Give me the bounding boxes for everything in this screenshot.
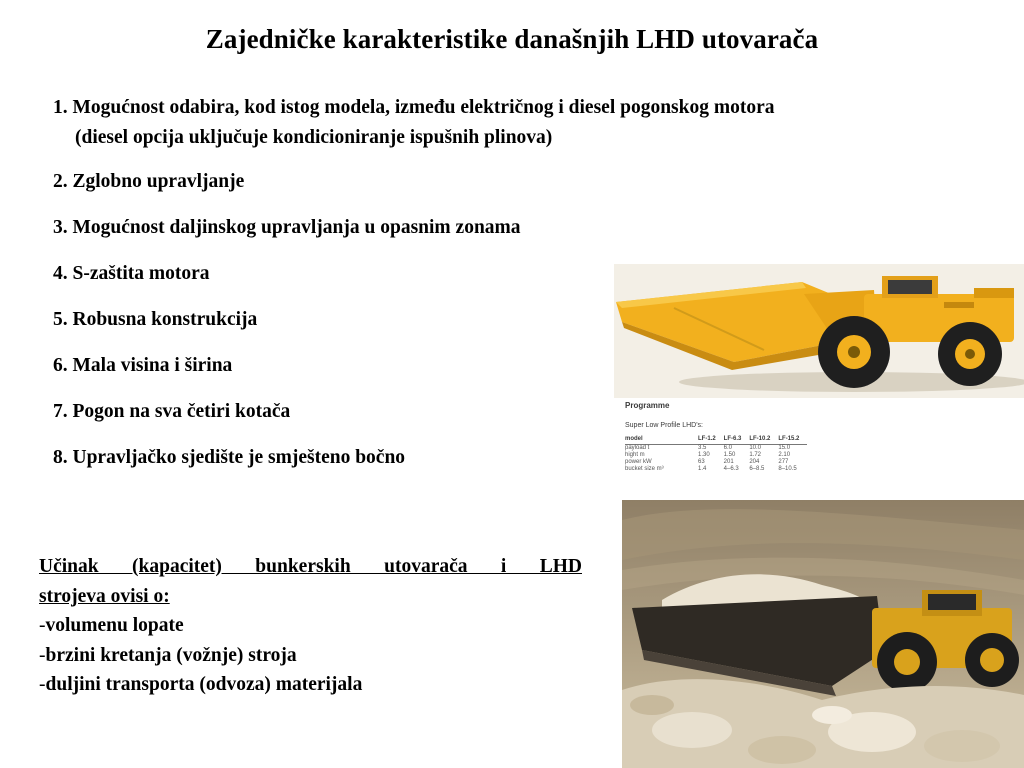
spec-table-image: [614, 398, 1024, 500]
spec-table-subtitle: Super Low Profile LHD's:: [625, 422, 703, 429]
mine-loader-illustration: [622, 500, 1024, 768]
slide-title: Zajedničke karakteristike današnjih LHD utovarača: [205, 24, 819, 54]
spec-table-row: power kW 63 201 204 277: [625, 459, 789, 465]
feature-continuation: (diesel opcija uključuje kondicioniranje ispušnih plinova): [75, 127, 553, 148]
spec-table-title: Programme: [625, 401, 670, 410]
capacity-item: -volumenu lopate: [39, 615, 184, 636]
spec-table-row: payload t 3.5 6.0 10.0 15.0: [625, 445, 791, 451]
spec-table-row: hight m 1.30 1.50 1.72 2.10: [625, 452, 791, 458]
feature-item-5: 5. Robusna konstrukcija: [53, 309, 258, 330]
spec-table-row: bucket size m³ 1.4 4–6.3 6–8.5 8–10.5: [625, 466, 797, 472]
capacity-heading-continuation: strojeva ovisi o:: [39, 585, 170, 607]
feature-text: 1. Mogućnost odabira, kod istog modela, između električnog i diesel pogonskog motora: [53, 97, 775, 118]
feature-item-1: [53, 93, 1013, 153]
feature-item-6: 6. Mala visina i širina: [53, 355, 233, 376]
capacity-heading: Učinak (kapacitet) bunkerskih utovarača i LHD: [39, 556, 582, 577]
dash-bullet: -: [39, 615, 46, 636]
feature-item-4: 4. S-zaštita motora: [53, 263, 210, 284]
loader-illustration: [614, 264, 1024, 398]
feature-item-7: 7. Pogon na sva četiri kotača: [53, 401, 291, 422]
mine-photo: [622, 500, 1024, 768]
dash-bullet: -: [39, 674, 46, 695]
feature-item-2: 2. Zglobno upravljanje: [53, 171, 245, 192]
capacity-item: -brzini kretanja (vožnje) stroja: [39, 644, 297, 666]
feature-item-8: 8. Upravljačko sjedište je smješteno bočno: [53, 447, 406, 468]
spec-table-header-row: model LF-1.2 LF-6.3 LF-10.2 LF-15.2: [625, 436, 807, 445]
capacity-item: -duljini transporta (odvoza) materijala: [39, 674, 363, 695]
capacity-section: [39, 552, 582, 700]
dash-bullet: -: [39, 644, 46, 666]
loader-photo: [614, 264, 1024, 398]
spec-table: [625, 436, 807, 473]
feature-item-3: 3. Mogućnost daljinskog upravljanja u opasnim zonama: [53, 217, 521, 238]
